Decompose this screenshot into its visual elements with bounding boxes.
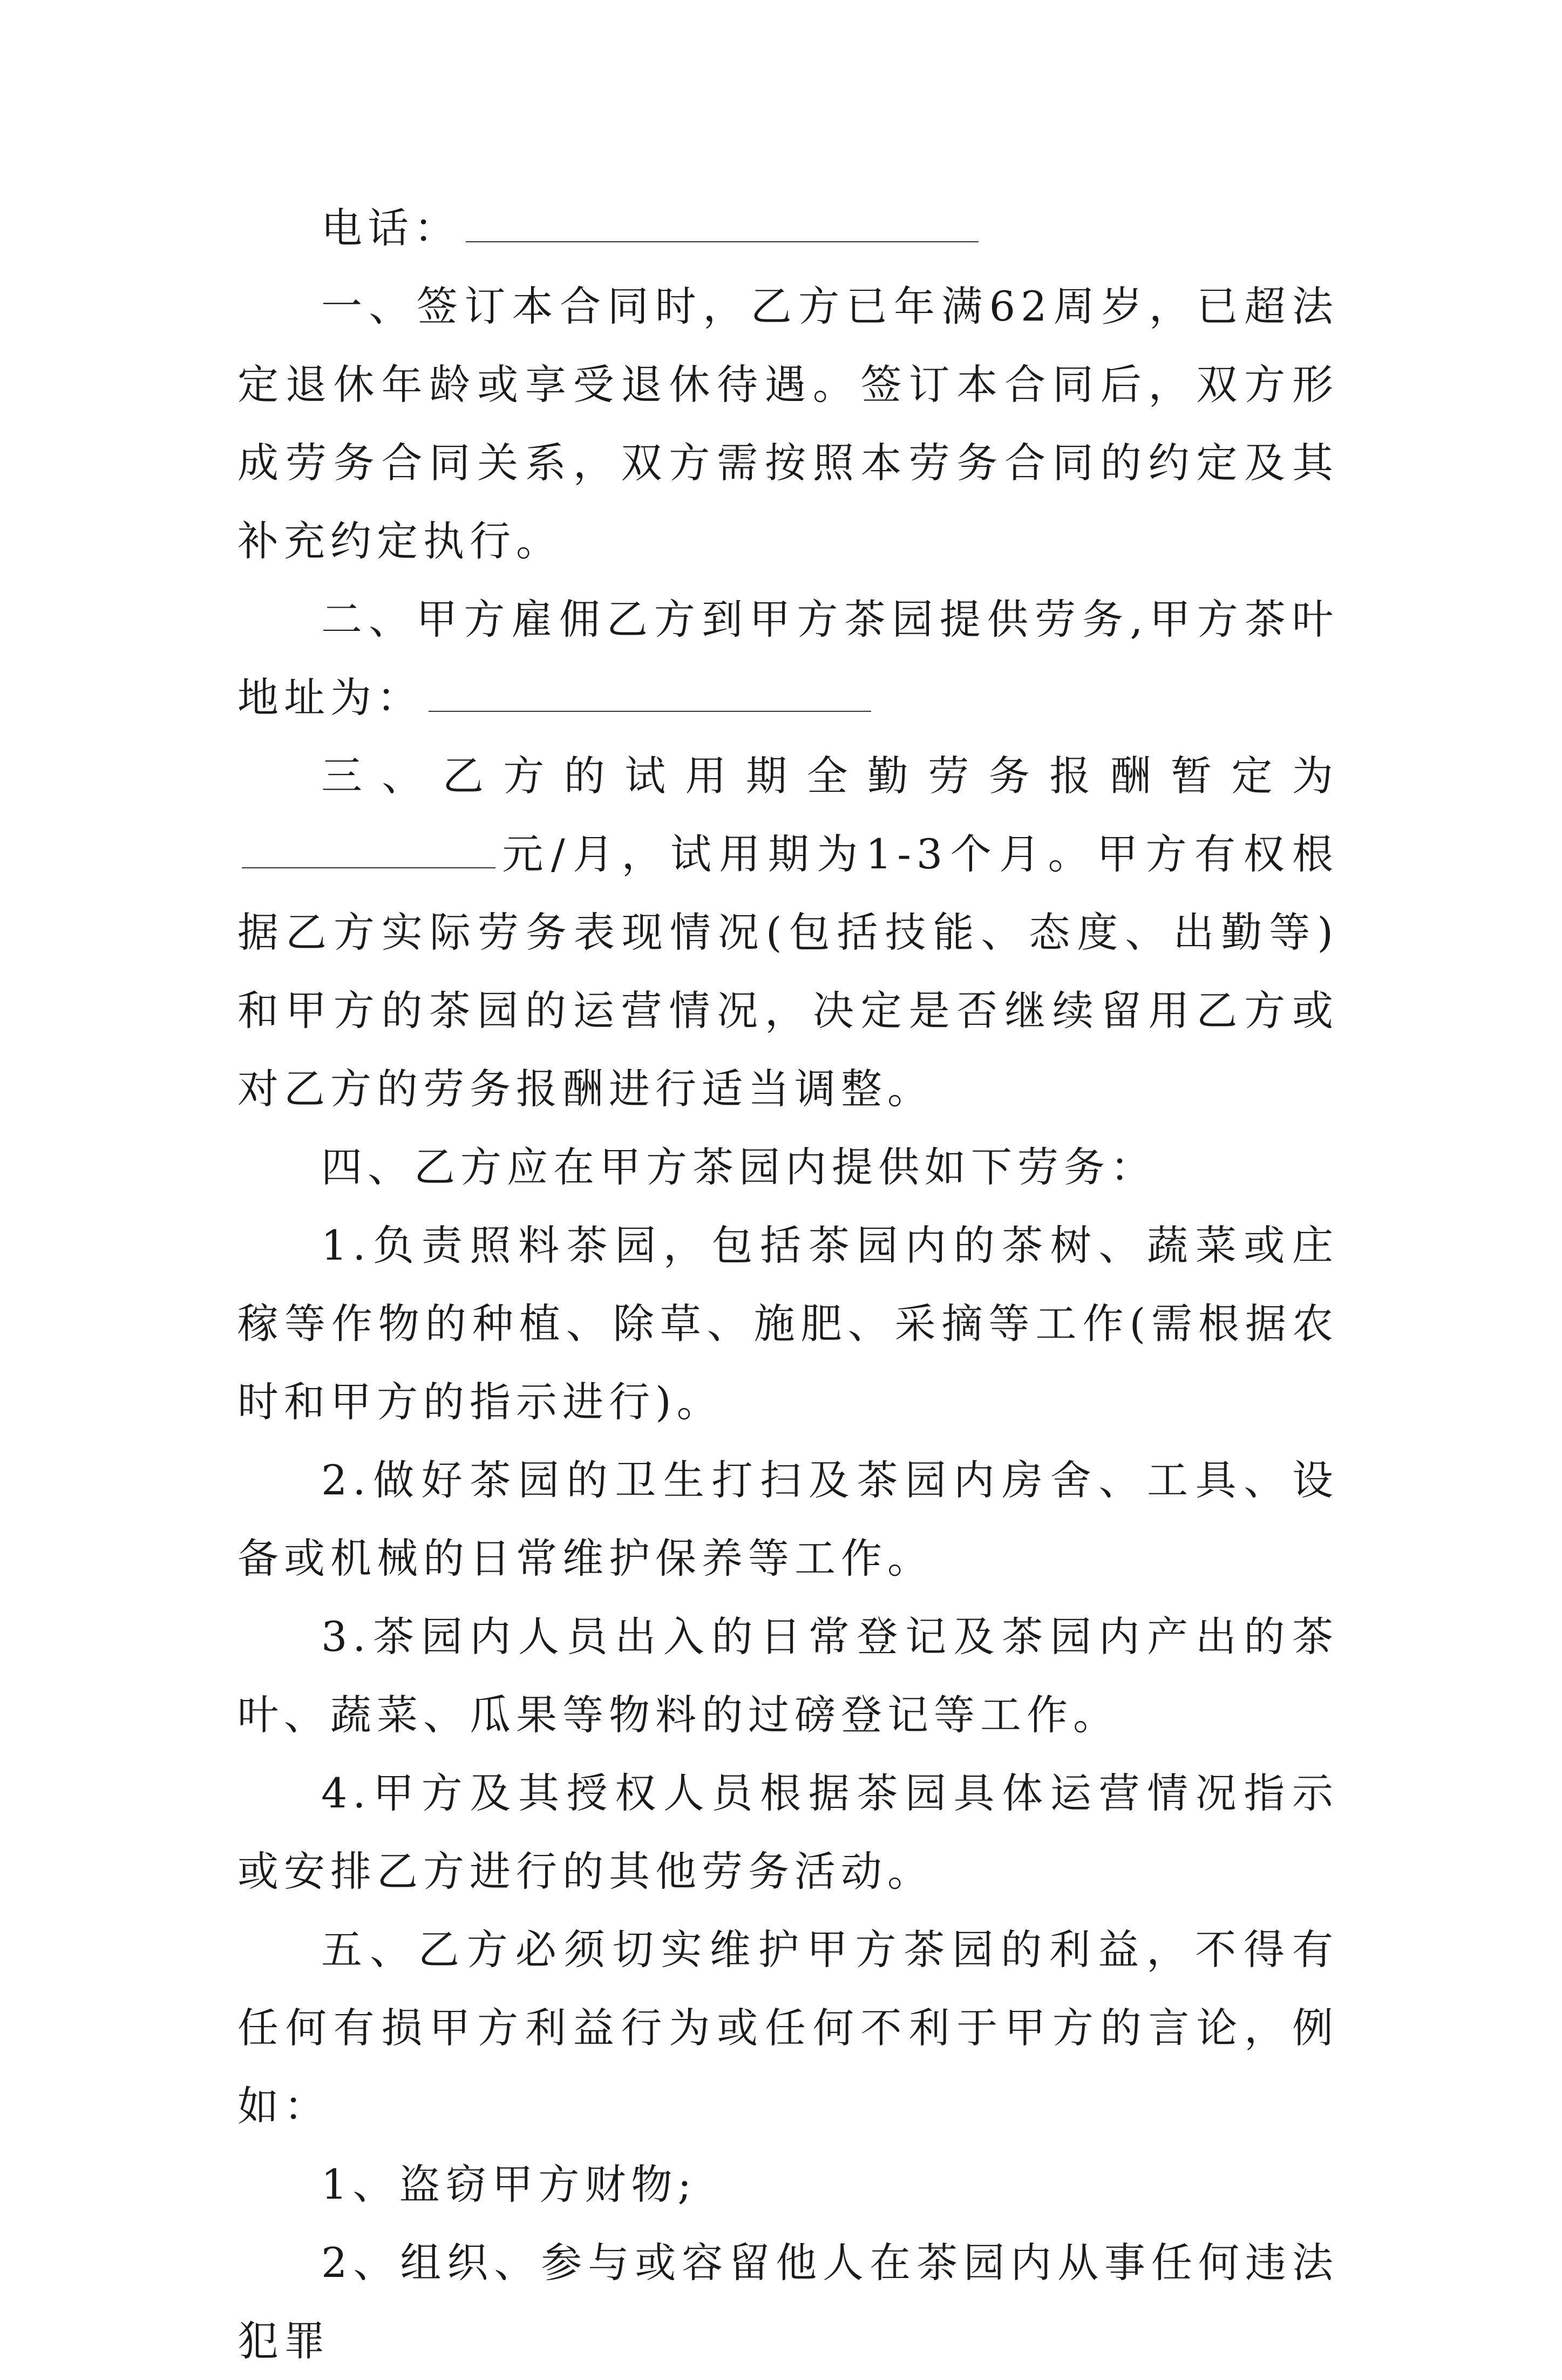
subitem-1: 1、盗窃甲方财物; bbox=[321, 2160, 697, 2208]
clause-2-text: 二、甲方雇佣乙方到甲方茶园提供劳务,甲方茶叶地址为： bbox=[237, 595, 1339, 722]
phone-blank bbox=[466, 209, 979, 242]
clause-3-after: 元/月，试用期为1-3个月。甲方有权根据乙方实际劳务表现情况(包括技能、态度、出勤等)和甲方的茶园的运营情况，决定是否继续留用乙方或对乙方的劳务报酬进行适当调整。 bbox=[237, 830, 1339, 1113]
subitem-2: 2、组织、参与或容留他人在茶园内从事任何违法犯罪 bbox=[237, 2239, 1339, 2365]
contract-text-block bbox=[237, 189, 1339, 2380]
item-3: 3.茶园内人员出入的日常登记及茶园内产出的茶叶、蔬菜、瓜果等物料的过磅登记等工作。 bbox=[237, 1613, 1339, 1739]
clause-4: 四、乙方应在甲方茶园内提供如下劳务： bbox=[321, 1143, 1157, 1191]
clause-1: 一、签订本合同时，乙方已年满62周岁，已超法定退休年龄或享受退休待遇。签订本合同后，双方形成劳务合同关系，双方需按照本劳务合同的约定及其补充约定执行。 bbox=[237, 282, 1339, 565]
clause-3 bbox=[237, 737, 1339, 1128]
pay-blank bbox=[242, 835, 495, 868]
item-4: 4.甲方及其授权人员根据茶园具体运营情况指示或安排乙方进行的其他劳务活动。 bbox=[237, 1769, 1339, 1895]
item-1: 1.负责照料茶园，包括茶园内的茶树、蔬菜或庄稼等作物的种植、除草、施肥、采摘等工作(需根据农时和甲方的指示进行)。 bbox=[237, 1221, 1339, 1426]
phone-label: 电话： bbox=[321, 204, 460, 252]
clause-5: 五、乙方必须切实维护甲方茶园的利益，不得有任何有损甲方利益行为或任何不利于甲方的言论，例如： bbox=[237, 1926, 1339, 2130]
item-2: 2.做好茶园的卫生打扫及茶园内房舍、工具、设备或机械的日常维护保养等工作。 bbox=[237, 1456, 1339, 1582]
address-blank bbox=[429, 678, 871, 712]
phone-line bbox=[237, 189, 1339, 267]
clause-3-before: 三、乙方的试用期全勤劳务报酬暂定为 bbox=[321, 752, 1339, 800]
clause-2 bbox=[237, 580, 1339, 737]
